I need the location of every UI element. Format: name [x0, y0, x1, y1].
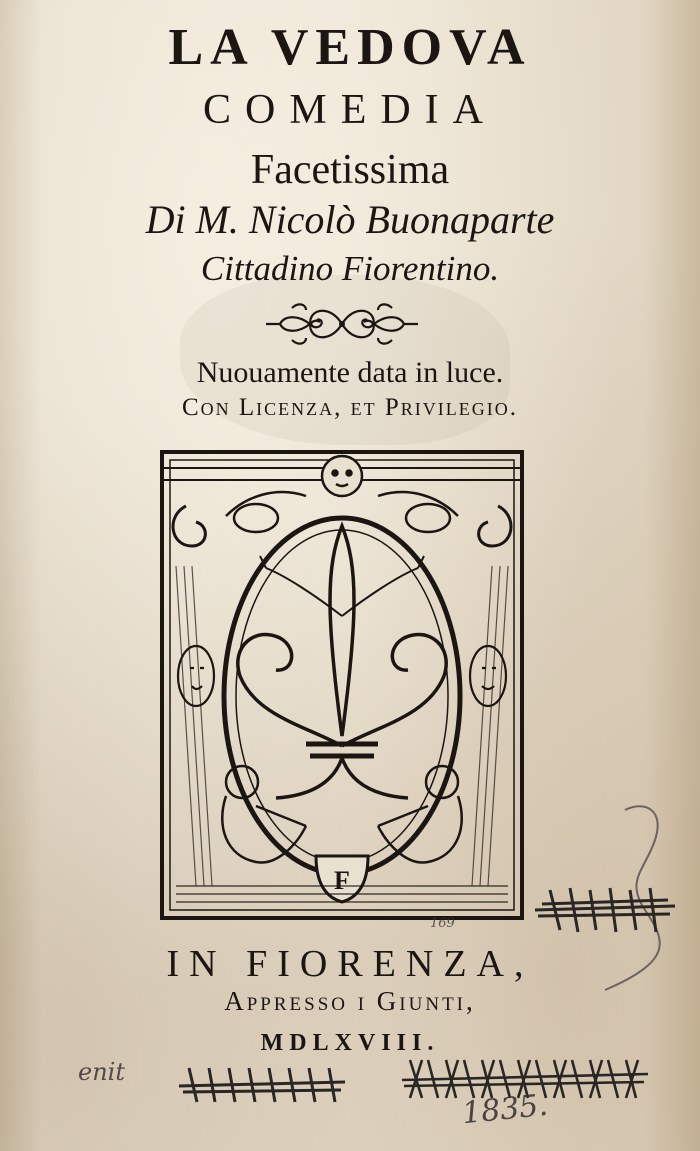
- book-title: LA VEDOVA: [168, 19, 532, 76]
- crossed-out-ink-mark: [530, 880, 680, 940]
- author-detail: Cittadino Fiorentino.: [200, 249, 500, 288]
- device-initial: F: [334, 866, 350, 895]
- imprint-publisher: Appresso i Giunti,: [224, 986, 476, 1016]
- book-descriptor: Facetissima: [250, 147, 450, 193]
- author-line: Di M. Nicolò Buonaparte: [145, 197, 555, 242]
- license-line: Con Licenza, et Privilegio.: [181, 394, 519, 421]
- crossed-out-ink-mark-left: [175, 1062, 350, 1107]
- imprint-year: MDLXVIII.: [260, 1030, 440, 1056]
- page-number-note: 169: [430, 916, 455, 931]
- edition-note: Nuouamente data in luce.: [196, 356, 504, 389]
- handwritten-year: 1835.: [460, 1087, 550, 1132]
- giunti-lily-device-icon: [156, 446, 528, 924]
- book-subtitle: COMEDIA: [203, 87, 497, 133]
- imprint-place: IN FIORENZA,: [166, 943, 534, 985]
- handwritten-note-enit: enit: [78, 1058, 125, 1086]
- fleuron-ornament-icon: [262, 298, 422, 350]
